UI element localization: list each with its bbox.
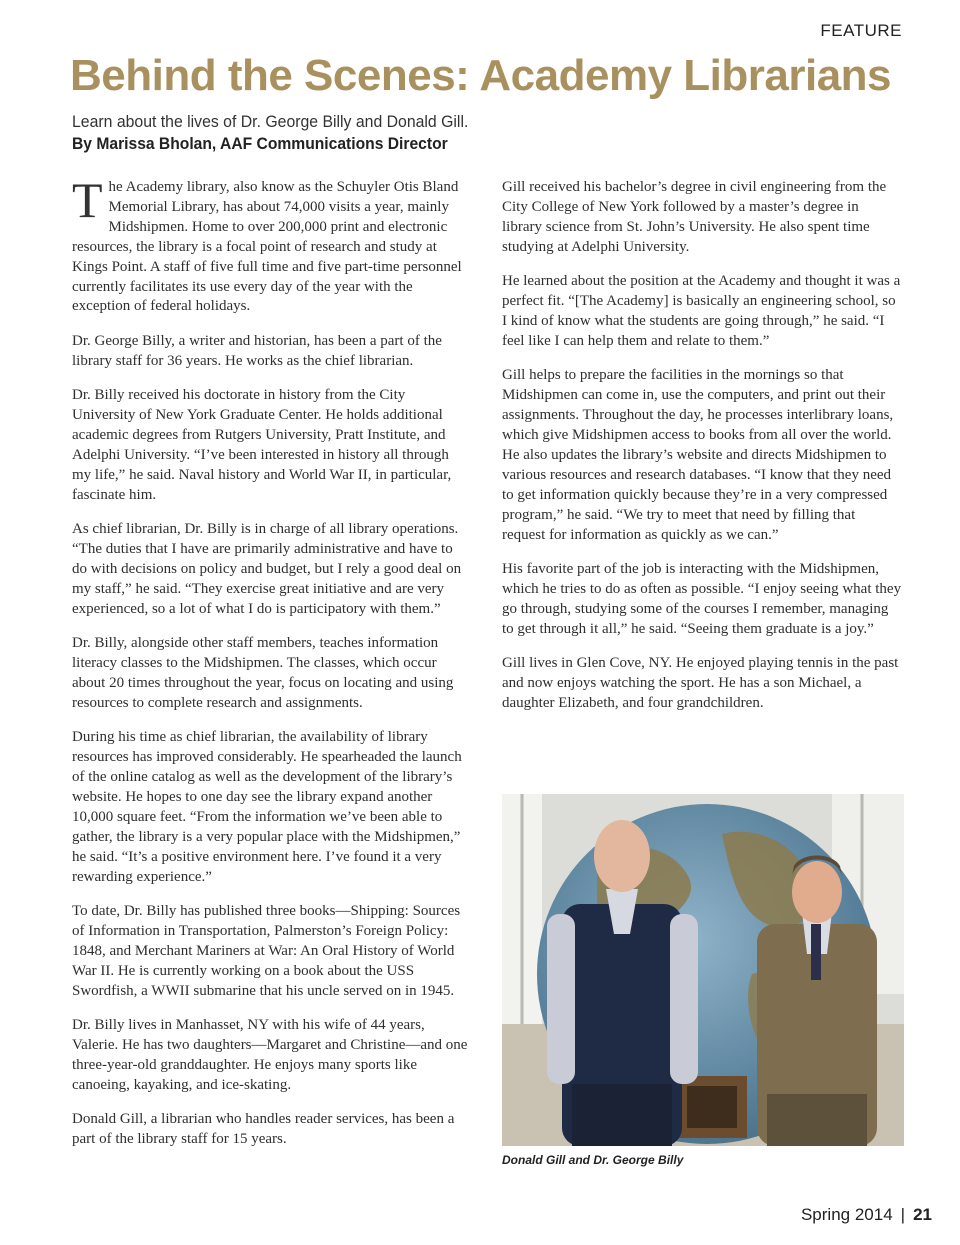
article-column-left xyxy=(72,172,470,1164)
photo-illustration xyxy=(502,794,904,1146)
issue-label: Spring 2014 xyxy=(800,1205,893,1224)
paragraph: Gill helps to prepare the facilities in the mornings so that Midshipmen can come in, use the computers, and print out their assignments. Throughout the day, he processes interlibrary loans, which give Midshipmen access to books from all over the world. He also updates the library’s website and directs Midshipmen to various resources and research databases. “I know that they need to get information quickly because they’re in a very compressed program,” he said. “We try to meet that need by filling that request for information as quickly as we can.” xyxy=(502,367,894,543)
drop-cap: T xyxy=(72,172,103,228)
paragraph: His favorite part of the job is interacting with the Midshipmen, which he tries to do as often as possible. “I enjoy seeing what they go through, studying some of the courses I remember, managing to get through it all,” he said. “Seeing them graduate is a joy.” xyxy=(502,560,902,637)
paragraph: Dr. George Billy, a writer and historian, has been a part of the library staff for 36 years. He works as the chief librarian. xyxy=(72,332,442,369)
paragraph: Dr. Billy received his doctorate in history from the City University of New York Graduate Center. He holds additional academic degrees from Rutgers University, Pratt Institute, and Adelphi University. “I’ve been interested in history all through my life,” he said. Naval history and World War II, in particular, fascinate him. xyxy=(72,387,452,503)
paragraph: Dr. Billy lives in Manhasset, NY with his wife of 44 years, Valerie. He has two daughters—Margaret and Christine—and one three-year-old granddaughter. He enjoys many sports like canoeing, kayaking, and ice-skating. xyxy=(72,1017,468,1093)
photo-caption: Donald Gill and Dr. George Billy xyxy=(502,1153,684,1167)
paragraph: During his time as chief librarian, the availability of library resources has improved considerably. He spearheaded the launch of the online catalog as well as the development of the library’s website. He hopes to one day see the library expand another 10,000 square feet. “From the information we’ve been able to gather, the library is a very popular place with the Midshipmen,” he said. “It’s a positive environment here. I’ve found it a very rewarding experience.” xyxy=(72,729,462,885)
paragraph: He learned about the position at the Academy and thought it was a perfect fit. “[The Academy] is basically an engineering school, so I kind of know what the students are going through,” he said. “I feel like I can help them and relate to them.” xyxy=(502,273,901,349)
article-title: Behind the Scenes: Academy Librarians xyxy=(70,51,892,100)
section-label: FEATURE xyxy=(820,21,902,40)
article-subtitle: Learn about the lives of Dr. George Billy and Donald Gill. xyxy=(72,112,469,131)
paragraph: Dr. Billy, alongside other staff members, teaches information literacy classes to the Midshipmen. The classes, which occur about 20 times throughout the year, focus on locating and using resources to complete research and assignments. xyxy=(72,635,454,711)
page-number: 21 xyxy=(913,1205,932,1224)
librarians-photo xyxy=(502,794,904,1146)
paragraph: Gill lives in Glen Cove, NY. He enjoyed playing tennis in the past and now enjoys watching the sport. He has a son Michael, a daughter Elizabeth, and four grandchildren. xyxy=(502,655,899,711)
page-footer xyxy=(801,1205,932,1225)
paragraph: As chief librarian, Dr. Billy is in charge of all library operations. “The duties that I have are primarily administrative and have to do with decisions on policy and budget, but I rely a good deal on my staff,” he said. “They exercise great initiative and are very experienced, so a lot of what I do is participatory with them.” xyxy=(72,521,462,617)
article-column-right xyxy=(502,178,902,728)
article-byline: By Marissa Bholan, AAF Communications Director xyxy=(72,134,448,153)
paragraph: Gill received his bachelor’s degree in civil engineering from the City College of New York followed by a master’s degree in library science from St. John’s University. He also spent time studying at Adelphi University. xyxy=(502,179,887,255)
paragraph: To date, Dr. Billy has published three books—Shipping: Sources of Information in Transportation, Palmerston’s Foreign Policy: 1848, and Merchant Mariners at War: An Oral History of World War II. He is currently working on a book about the USS Swordfish, a WWII submarine that his uncle served on in 1945. xyxy=(72,903,461,999)
paragraph: The Academy library, also know as the Schuyler Otis Bland Memorial Library, has about 74,000 visits a year, mainly Midshipmen. Home to over 200,000 print and electronic resources, the library is a focal point of research and study at Kings Point. A staff of five full time and five part-time personnel currently facilitates its use every day of the year with the exception of federal holidays. xyxy=(72,172,462,315)
footer-separator: | xyxy=(900,1205,906,1224)
paragraph: Donald Gill, a librarian who handles reader services, has been a part of the library staff for 15 years. xyxy=(72,1111,455,1148)
